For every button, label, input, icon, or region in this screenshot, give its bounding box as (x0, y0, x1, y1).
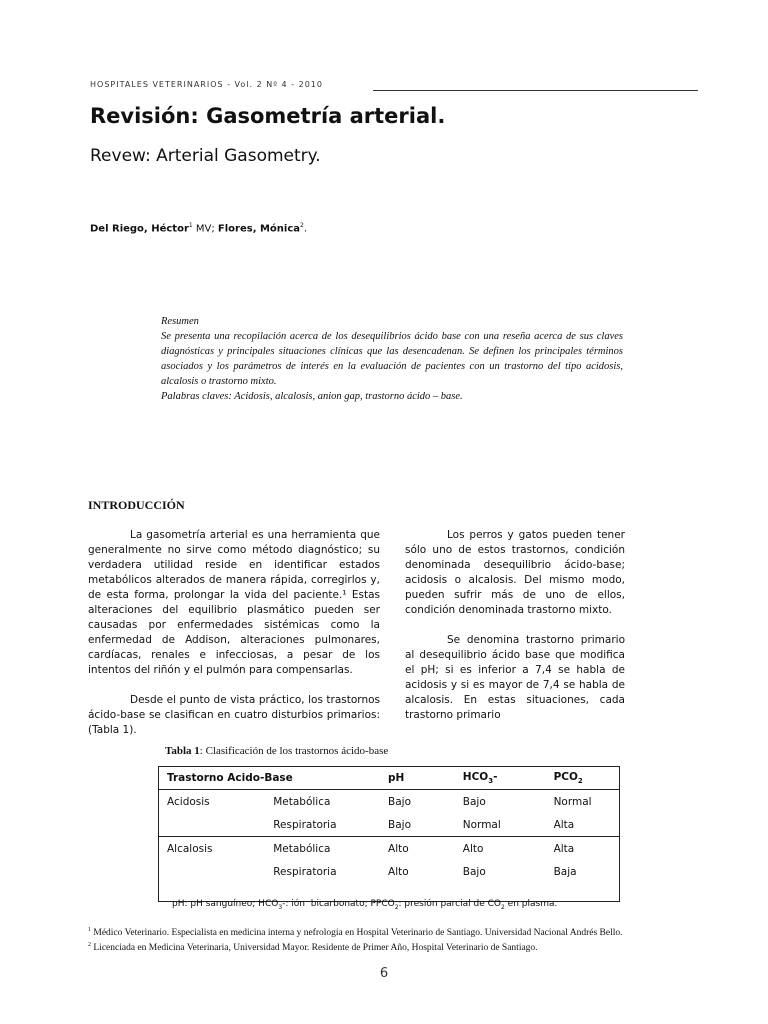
paragraph: Los perros y gatos pueden tener sólo uno de estos trastornos, condición denominada desequilibrio ácido-base; acidosis o alcalosis. Del mismo modo, pueden sufrir más de uno de ellos, condición denominada trastorno mixto. (405, 529, 625, 616)
acid-base-table (158, 766, 620, 902)
right-column (405, 528, 625, 726)
paragraph: Se denomina trastorno primario al desequilibrio ácido base que modifica el pH; si es inferior a 7,4 se habla de acidosis y si es mayor de 7,4 se habla de alcalosis. En estas situaciones, cada trastorno primario (405, 634, 625, 721)
cell-ph: Alto (388, 865, 409, 878)
footnote-text: Licenciada en Medicina Veterinaria, Universidad Mayor. Residente de Primer Año, Hospital Veterinario de Santiago. (91, 943, 538, 954)
cell-group: Acidosis (159, 790, 266, 814)
page-title: Revisión: Gasometría arterial. (90, 104, 446, 128)
cell-group (159, 860, 266, 883)
footnote-text: Médico Veterinario. Especialista en medicina interna y nefrología en Hospital Veterinario de Santiago. Universidad Nacional Andrés Bello. (91, 928, 623, 939)
header-hco3: $HCO_3-$ (455, 767, 546, 790)
running-header: HOSPITALES VETERINARIOS - Vol. 2 Nº 4 - 2010 (90, 80, 323, 89)
header-rule (373, 90, 698, 91)
paragraph: Desde el punto de vista práctico, los trastornos ácido-base se clasifican en cuatro disturbios primarios: (Tabla 1). (88, 694, 380, 736)
keywords (161, 389, 623, 404)
cell-ph: Bajo (388, 818, 411, 831)
footnote-mark: 1 (88, 927, 91, 933)
footnote-2 (88, 939, 623, 954)
abstract-label: Resumen (161, 316, 199, 327)
cell-type: Metabólica (265, 790, 380, 814)
table-row (159, 860, 620, 883)
section-heading-introduccion: INTRODUCCIÓN (88, 498, 185, 512)
table-row (159, 813, 620, 837)
cell-ph: Bajo (380, 790, 455, 814)
keywords-label: Palabras claves (161, 391, 229, 402)
table-row (159, 837, 620, 861)
table-caption-text: : Clasificación de los trastornos ácido-base (199, 745, 389, 757)
header-pco2: $PCO_2$ (546, 767, 620, 790)
cell-pco2: Alta (553, 818, 575, 831)
table-caption-label: Tabla 1 (165, 745, 200, 757)
author-2-name: Flores, Mónica (217, 223, 301, 235)
table-caption (165, 745, 388, 757)
footnote-mark: 2 (88, 942, 91, 949)
author-1-name: Del Riego, Héctor (90, 223, 189, 235)
cell-type: Respiratoria (273, 818, 337, 831)
authors-line (90, 222, 307, 234)
header-trastorno: Trastorno Acido-Base (159, 767, 381, 790)
cell-pco2: Baja (553, 865, 577, 878)
cell-group: Alcalosis (159, 837, 266, 861)
author-2-footnote-mark: 2 (300, 222, 304, 229)
header-ph: pH (380, 767, 455, 790)
cell-group (159, 813, 266, 837)
left-column (88, 528, 380, 738)
table-header-row (159, 767, 620, 790)
cell-pco2: Alta (546, 837, 620, 861)
abstract-text: Se presenta una recopilación acerca de los desequilibrios ácido base con una reseña acerca de sus claves diagnósticas y principales situaciones clínicas que las desencadenan. Se definen los principales términos asociados y los parámetros de interés en la evaluación de pacientes con un trastorno del tipo acidosis, alcalosis o trastorno mixto. (161, 331, 623, 387)
cell-hco3: Bajo (462, 865, 486, 878)
table-row (159, 790, 620, 814)
paragraph: La gasometría arterial es una herramienta que generalmente no sirve como método diagnóstico; su verdadera utilidad reside en identificar estados metabólicos alterados de manera rápida, corregirlos y, de esta forma, prolongar la vida del paciente.¹ Estas alteraciones del equilibrio plasmático pueden ser causadas por enfermedades sistémicas como la enfermedad de Addison, alteraciones pulmonares, cardíacas, renales e infecciosas, a pesar de los intentos del riñón y el pulmón para compensarlas. (88, 529, 380, 676)
abstract (161, 314, 623, 404)
footnote-1 (88, 924, 623, 939)
cell-hco3: Alto (455, 837, 546, 861)
cell-hco3: Normal (462, 818, 501, 831)
cell-hco3: Bajo (455, 790, 546, 814)
keywords-text: : Acidosis, alcalosis, anion gap, trastorno ácido – base. (228, 391, 463, 402)
table-note: pH: pH sanguíneo; $HCO_3-$: ión bicarbonato; $PPCO_2$: presión parcial de $CO_2$ en plasma. (172, 899, 558, 911)
cell-ph: Alto (380, 837, 455, 861)
cell-pco2: Normal (546, 790, 620, 814)
page-subtitle: Revew: Arterial Gasometry. (90, 146, 321, 166)
author-1-degree: MV; (192, 223, 218, 235)
cell-type: Metabólica (265, 837, 380, 861)
cell-type: Respiratoria (273, 865, 337, 878)
page-number: 6 (379, 966, 389, 981)
author-1-footnote-mark: 1 (188, 222, 193, 229)
footnotes (88, 924, 623, 954)
authors-end: . (303, 223, 308, 235)
